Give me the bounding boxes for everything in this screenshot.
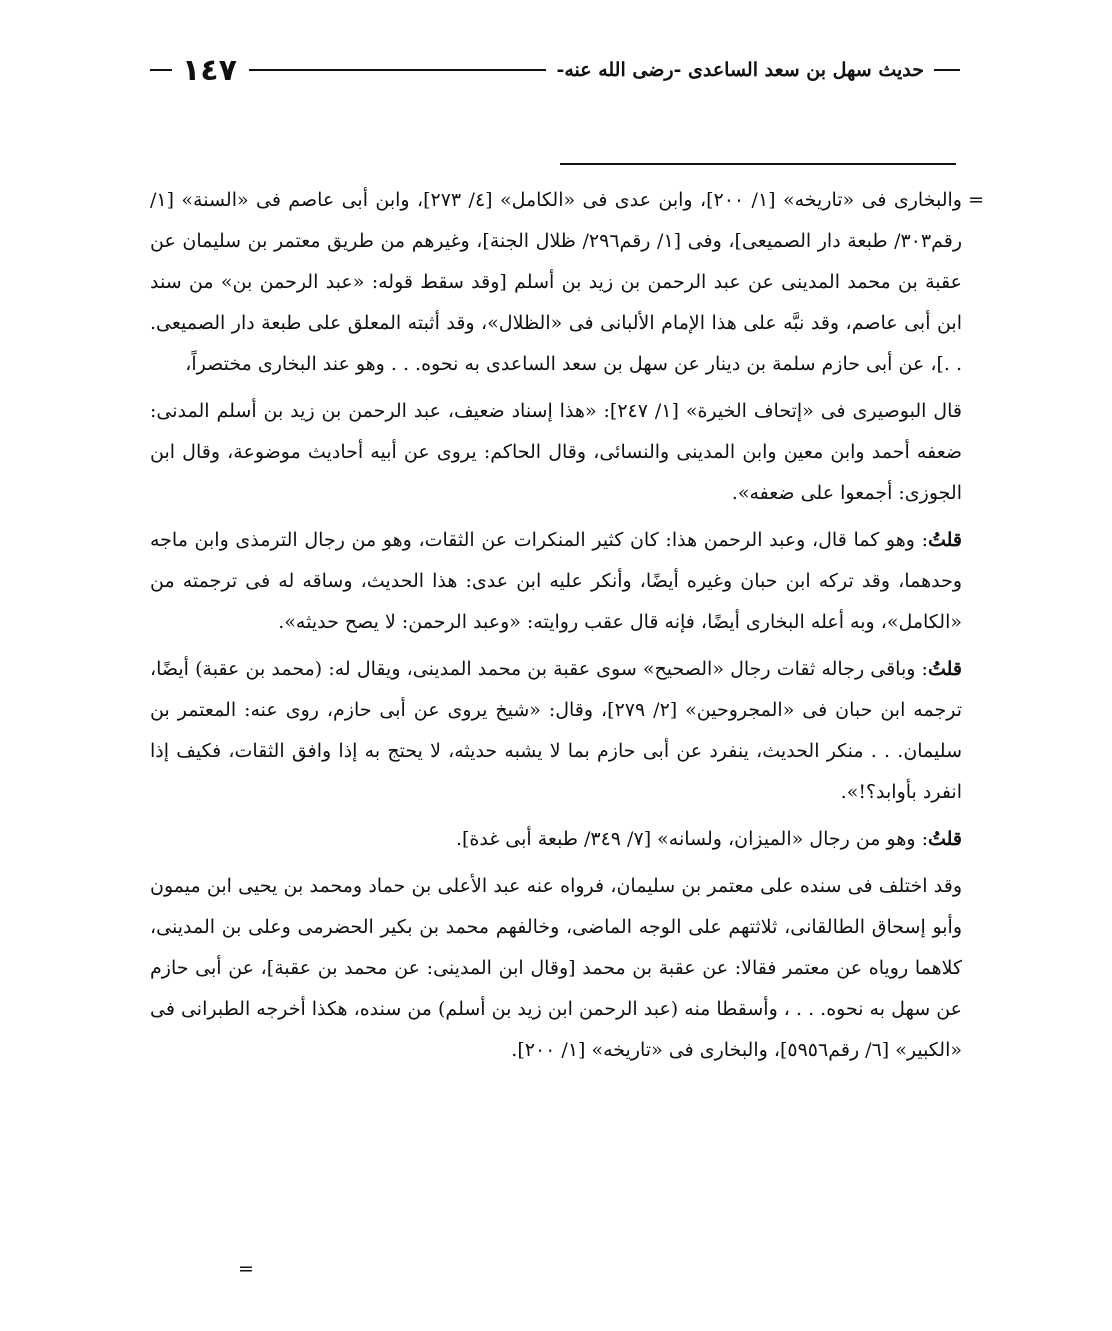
page-number: ١٤٧ [182, 52, 237, 88]
footnote-paragraph-3 [150, 520, 962, 643]
header-dash-left [150, 69, 172, 71]
footnote-paragraph-1 [150, 180, 984, 385]
paragraph-text: : وهو كما قال، وعبد الرحمن هذا: كان كثير المنكرات عن الثقات، وهو من رجال الترمذى وابن ماجه وحدهما، وقد تركه ابن حبان وغيره أيضًا، وأنكر عليه ابن عدى: هذا الحديث، وساقه له فى ترجمته من «الكامل»، وبه أعله البخارى أيضًا، فإنه قال عقب روايته: «وعبد الرحمن: لا يصح حديثه». [150, 529, 962, 633]
footnote-paragraph-5 [150, 819, 962, 860]
footnote-body [150, 180, 984, 1077]
paragraph-text: والبخارى فى «تاريخه» [١/ ٢٠٠]، وابن عدى فى «الكامل» [٤/ ٢٧٣]، وابن أبى عاصم فى «السنة» [١/ رقم٣٠٣/ طبعة دار الصميعى]، وفى [١/ رقم٢٩٦/ ظلال الجنة]، وغيرهم من طريق معتمر بن سليمان عن عقبة بن محمد المدينى عن عبد الرحمن بن زيد بن أسلم [وقد سقط قوله: «عبد الرحمن بن» من سند ابن أبى عاصم، وقد نبَّه على هذا الإمام الألبانى فى «الظلال»، وقد أثبته المعلق على طبعة دار الصميعى. . .]، عن أبى حازم سلمة بن دينار عن سهل بن سعد الساعدى به نحوه. . . وهو عند البخارى مختصراً، [150, 189, 962, 375]
footnote-paragraph-2 [150, 391, 962, 514]
paragraph-text: وقد اختلف فى سنده على معتمر بن سليمان، فرواه عنه عبد الأعلى بن حماد ومحمد بن يحيى ابن ميمون وأبو إسحاق الطالقانى، ثلاثتهم على الوجه الماضى، وخالفهم محمد بن بكير الحضرمى وعلى بن المدينى، كلاهما روياه عن معتمر فقالا: عن عقبة بن محمد [وقال ابن المدينى: عن محمد بن عقبة]، عن أبى حازم عن سهل به نحوه. . . ، وأسقطا منه (عبد الرحمن ابن زيد بن أسلم) من سنده، هكذا أخرجه الطبرانى فى «الكبير» [٦/ رقم٥٩٥٦]، والبخارى فى «تاريخه» [١/ ٢٠٠]. [150, 875, 962, 1061]
header-dash-right [934, 69, 960, 71]
paragraph-text: : وهو من رجال «الميزان، ولسانه» [٧/ ٣٤٩/ طبعة أبى غدة]. [455, 828, 928, 850]
footnote-paragraph-6 [150, 866, 962, 1071]
footnote-paragraph-4 [150, 649, 962, 813]
running-header [150, 50, 960, 90]
qultu-lead: قلتُ [927, 529, 962, 551]
qultu-lead: قلتُ [927, 658, 962, 680]
header-rule [249, 69, 547, 71]
paragraph-text: قال البوصيرى فى «إتحاف الخيرة» [١/ ٢٤٧]: «هذا إسناد ضعيف، عبد الرحمن بن زيد بن أسلم المدنى: ضعفه أحمد وابن معين وابن المدينى والنسائى، وقال الحاكم: يروى عن أبيه أحاديث موضوعة، وقال ابن الجوزى: أجمعوا على ضعفه». [150, 400, 962, 504]
paragraph-text: : وباقى رجاله ثقات رجال «الصحيح» سوى عقبة بن محمد المدينى، ويقال له: (محمد بن عقبة) أيضًا، ترجمه ابن حبان فى «المجروحين» [٢/ ٢٧٩]، وقال: «شيخ يروى عن أبى حازم، روى عنه: المعتمر بن سليمان. . . منكر الحديث، ينفرد عن أبى حازم بما لا يشبه حديثه، لا يحتج به إذا وافق الثقات، فكيف إذا انفرد بأوابد؟!». [150, 658, 962, 803]
continuation-mark-start: = [968, 189, 984, 211]
running-title: حديث سهل بن سعد الساعدى -رضى الله عنه- [556, 59, 924, 81]
continuation-mark-end: = [238, 1258, 254, 1280]
qultu-lead: قلتُ [927, 828, 962, 850]
footnote-separator [560, 163, 956, 165]
